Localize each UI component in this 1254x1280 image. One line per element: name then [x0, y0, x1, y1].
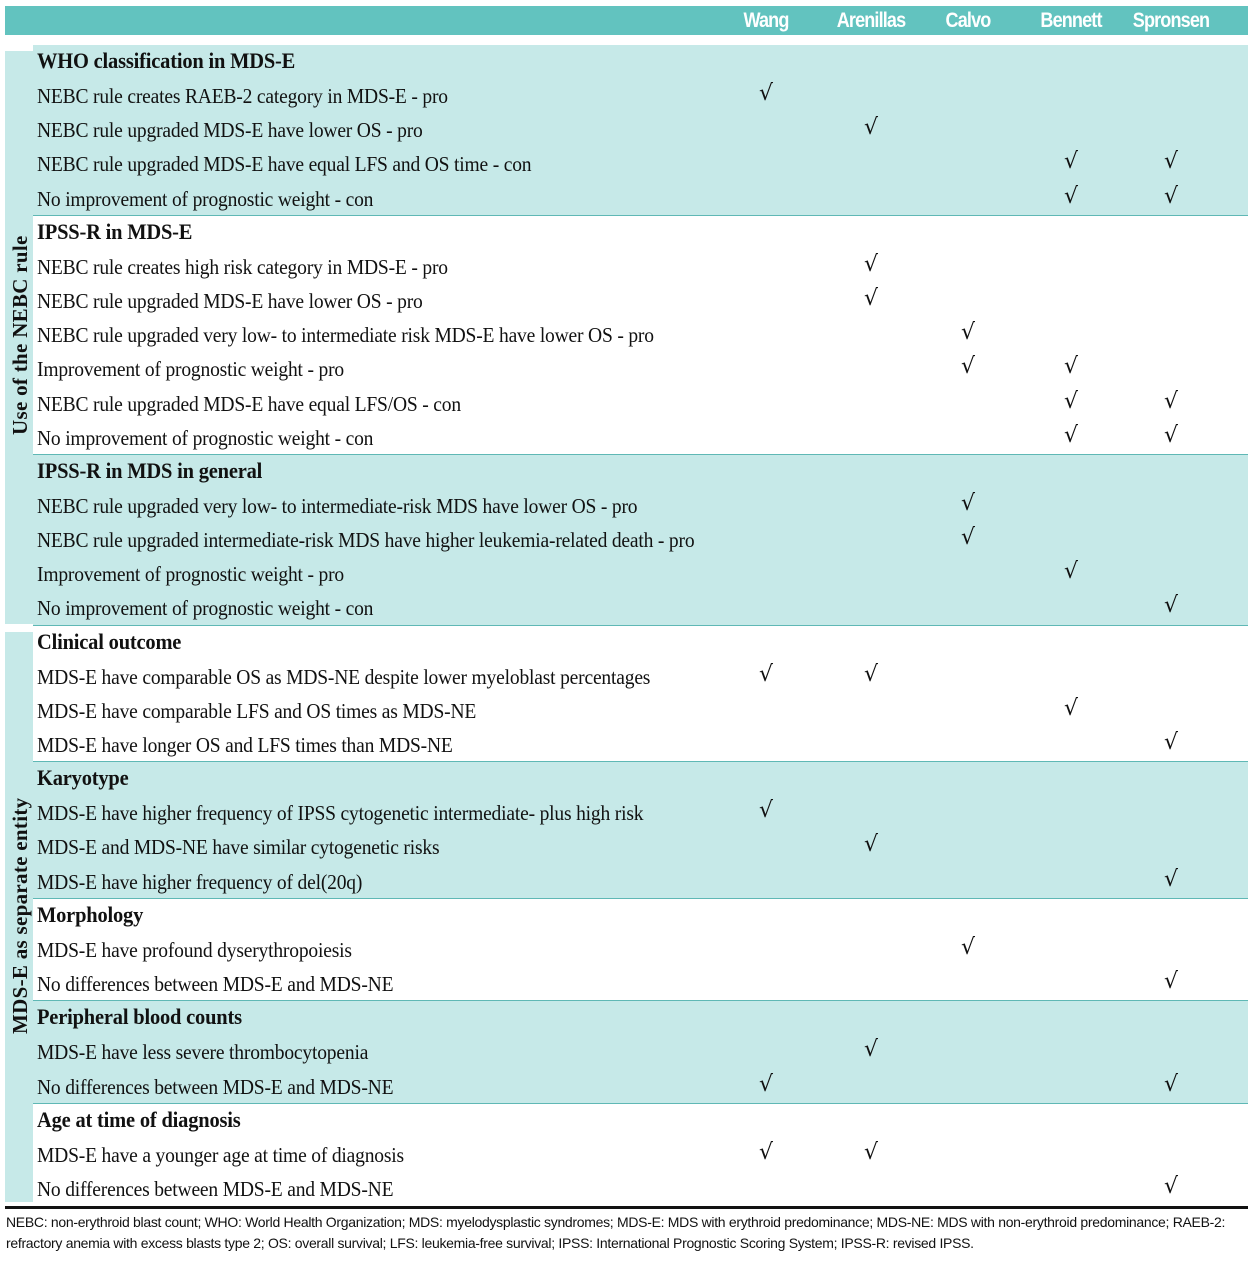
column-header-spronsen: Spronsen — [1132, 9, 1210, 32]
table-row-label: No improvement of prognostic weight - con — [37, 596, 374, 621]
check-mark-spronsen: √ — [1164, 593, 1179, 619]
group-heading: Age at time of diagnosis — [37, 1106, 241, 1132]
column-header-calvo: Calvo — [945, 9, 991, 32]
table-row-label: MDS-E have comparable LFS and OS times as MDS-NE — [37, 698, 477, 723]
table-row-label: NEBC rule upgraded intermediate-risk MDS have higher leukemia-related death - pro — [37, 528, 695, 553]
check-mark-arenillas: √ — [864, 661, 879, 687]
check-mark-calvo: √ — [961, 354, 976, 380]
table-row-label: No differences between MDS-E and MDS-NE — [37, 1176, 394, 1201]
check-mark-wang: √ — [759, 1139, 774, 1165]
check-mark-spronsen: √ — [1164, 149, 1179, 175]
group-divider — [33, 454, 1248, 455]
table-row-label: NEBC rule upgraded MDS-E have lower OS - pro — [37, 289, 423, 314]
column-header-wang: Wang — [743, 9, 789, 32]
check-mark-arenillas: √ — [864, 286, 879, 312]
group-divider — [33, 898, 1248, 899]
check-mark-bennett: √ — [1064, 354, 1079, 380]
group-heading: Karyotype — [37, 765, 129, 791]
group-heading: WHO classification in MDS-E — [37, 48, 296, 73]
check-mark-arenillas: √ — [864, 251, 879, 277]
check-mark-spronsen: √ — [1164, 730, 1179, 755]
check-mark-bennett: √ — [1064, 695, 1079, 721]
table-row-label: NEBC rule upgraded MDS-E have lower OS - pro — [37, 118, 423, 143]
check-mark-wang: √ — [759, 81, 774, 107]
check-mark-calvo: √ — [961, 934, 976, 960]
group-divider — [33, 1103, 1248, 1104]
table-row-label: No improvement of prognostic weight - con — [37, 425, 374, 450]
check-mark-spronsen: √ — [1164, 1071, 1179, 1097]
table-row-label: MDS-E and MDS-NE have similar cytogenetic risks — [37, 835, 440, 860]
column-header-bennett: Bennett — [1040, 9, 1102, 32]
table-row-label: NEBC rule upgraded very low- to intermediate risk MDS-E have lower OS - pro — [37, 323, 654, 348]
check-mark-arenillas: √ — [864, 832, 879, 858]
table-row-label: Improvement of prognostic weight - pro — [37, 357, 344, 382]
table-row-label: NEBC rule creates RAEB-2 category in MDS-E - pro — [37, 84, 448, 109]
table-footnote: NEBC: non-erythroid blast count; WHO: World Health Organization; MDS: myelodysplastic syndromes; MDS-E: MDS with erythroid predominance; MDS-NE: MDS with non-erythroid predominance; RAEB-2: refractory anemia with excess blasts type 2; OS: overall survival; LFS: leukemia-free survival; IPSS: International Prognostic Scoring System; IPSS-R: revised IPSS. — [6, 1214, 1226, 1251]
check-mark-bennett: √ — [1064, 149, 1079, 175]
group-heading: Peripheral blood counts — [37, 1004, 242, 1030]
group-heading: Clinical outcome — [37, 628, 182, 654]
check-mark-wang: √ — [759, 661, 774, 687]
group-heading: Morphology — [37, 901, 144, 927]
table-row-label: NEBC rule upgraded MDS-E have equal LFS and OS time - con — [37, 152, 532, 177]
check-mark-bennett: √ — [1064, 422, 1079, 448]
table-row-label: MDS-E have higher frequency of del(20q) — [37, 869, 363, 894]
check-mark-spronsen: √ — [1164, 1173, 1179, 1199]
group-divider — [33, 625, 1248, 626]
check-mark-spronsen: √ — [1164, 183, 1179, 209]
group-heading: IPSS-R in MDS-E — [37, 218, 193, 244]
table-row-label: MDS-E have longer OS and LFS times than MDS-NE — [37, 733, 453, 757]
column-header-arenillas: Arenillas — [836, 9, 906, 32]
table-row-label: MDS-E have higher frequency of IPSS cytogenetic intermediate- plus high risk — [37, 801, 644, 826]
check-mark-arenillas: √ — [864, 1037, 879, 1063]
table-row-label: NEBC rule upgraded very low- to intermediate-risk MDS have lower OS - pro — [37, 493, 638, 518]
check-mark-spronsen: √ — [1164, 866, 1179, 892]
table-row-label: MDS-E have a younger age at time of diagnosis — [37, 1142, 404, 1167]
check-mark-bennett: √ — [1064, 183, 1079, 209]
table-row-label: MDS-E have less severe thrombocytopenia — [37, 1040, 369, 1065]
group-divider — [33, 761, 1248, 762]
check-mark-spronsen: √ — [1164, 969, 1179, 995]
check-mark-spronsen: √ — [1164, 422, 1179, 448]
table-row-label: No differences between MDS-E and MDS-NE — [37, 972, 394, 997]
table-row-label: No improvement of prognostic weight - con — [37, 186, 374, 211]
table-row-label: No differences between MDS-E and MDS-NE — [37, 1074, 394, 1099]
section-label: Use of the NEBC rule — [8, 235, 32, 436]
check-mark-calvo: √ — [961, 525, 976, 551]
table-row-label: MDS-E have profound dyserythropoiesis — [37, 937, 352, 962]
table-row-label: MDS-E have comparable OS as MDS-NE despite lower myeloblast percentages — [37, 664, 651, 689]
group-divider — [33, 215, 1248, 216]
check-mark-wang: √ — [759, 1071, 774, 1097]
check-mark-calvo: √ — [961, 490, 976, 516]
check-mark-arenillas: √ — [864, 115, 879, 141]
table-row-label: Improvement of prognostic weight - pro — [37, 562, 344, 587]
section-label: MDS-E as separate entity — [8, 797, 32, 1034]
group-heading: IPSS-R in MDS in general — [37, 457, 263, 483]
table-row-label: NEBC rule creates high risk category in MDS-E - pro — [37, 254, 448, 279]
check-mark-bennett: √ — [1064, 559, 1079, 585]
check-mark-calvo: √ — [961, 320, 976, 346]
check-mark-arenillas: √ — [864, 1139, 879, 1165]
table-row-label: NEBC rule upgraded MDS-E have equal LFS/OS - con — [37, 391, 461, 416]
check-mark-spronsen: √ — [1164, 388, 1179, 414]
check-mark-wang: √ — [759, 798, 774, 824]
group-divider — [33, 1000, 1248, 1001]
check-mark-bennett: √ — [1064, 388, 1079, 414]
table-bottom-rule — [5, 1206, 1248, 1209]
